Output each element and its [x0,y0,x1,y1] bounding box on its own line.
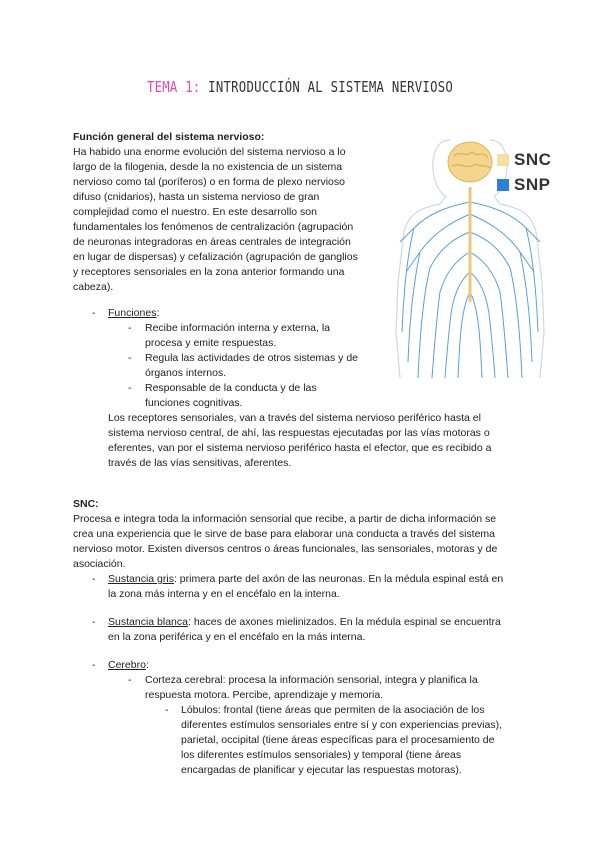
list-item: Corteza cerebral: procesa la información sensorial, integra y planifica la [145,674,478,686]
paragraph-line: en lugar de dispersas) y cefalización (agrupación de ganglios [73,251,358,263]
bullet-dash: - [165,704,169,716]
bullet-dash: - [92,616,96,628]
list-item: órganos internos. [145,367,227,379]
bullet-dash: - [128,382,132,394]
list-item: diferentes estímulos sensoriales entre sí y con experiencias previas), [181,719,502,731]
paragraph-line: Procesa e integra toda la información sensorial que recibe, a partir de dicha información se [73,513,497,525]
paragraph-line: cabeza). [73,281,114,293]
paragraph-line: de neuronas integradoras en áreas centrales de integración [73,236,351,248]
funciones-heading [108,306,159,321]
list-item: funciones cognitivas. [145,397,243,409]
list-item: respuesta motora. Percibe, aprendizaje y memoria. [145,689,384,701]
paragraph-line: eferentes, van por el sistema nervioso periférico hasta el efector, que es recibido a [108,442,492,454]
sustancia-gris-text: : primera parte del axón de las neuronas. En la médula espinal está en [173,573,504,585]
paragraph-line: sistema nervioso central, de ahí, las respuestas ejecutadas por las vías motoras o [108,427,490,439]
paragraph-line: fundamentales los fenómenos de centralización (agrupación [73,221,354,233]
bullet-dash: - [128,674,132,686]
nervous-system-figure [390,132,550,380]
paragraph-line: Los receptores sensoriales, van a través del sistema nervioso periférico hasta el [108,412,481,424]
legend-snc-label: SNC [514,150,552,169]
sustancia-gris-item [108,572,503,587]
legend-snp-swatch [497,179,509,191]
bullet-dash: - [92,573,96,585]
list-item: Lóbulos: frontal (tiene áreas que permiten de la asociación de los [181,704,485,716]
funciones-label: Funciones [108,307,157,319]
bullet-dash: - [128,322,132,334]
legend-snc-swatch [497,154,509,166]
paragraph-line: en la zona periférica y en el encéfalo en la más interna. [108,631,366,643]
list-item: encargadas de planificar y ejecutar las respuestas motoras). [181,764,462,776]
list-item: Regula las actividades de otros sistemas y de [145,352,359,364]
paragraph-line: nervioso motor. Existen diversos centros o áreas funcionales, las sensoriales, motoras y de [73,543,498,555]
list-item: los diferentes estímulos sensoriales) y temporal (tiene áreas [181,749,462,761]
bullet-dash: - [128,352,132,364]
paragraph-line: complejidad como el nuestro. En este desarrollo son [73,206,317,218]
section-heading-funcion: Función general del sistema nervioso: [73,131,265,143]
cerebro-heading [108,658,149,673]
page-title [54,78,546,96]
sustancia-gris-label: Sustancia gris [108,573,174,585]
title-label: TEMA 1: [146,78,201,96]
list-item: Recibe información interna y externa, la [145,322,331,334]
title-main: INTRODUCCIÓN AL SISTEMA NERVIOSO [208,78,454,96]
list-item: procesa y emite respuestas. [145,337,277,349]
paragraph-line: largo de la filogenia, desde la no existencia de un sistema [73,161,343,173]
sustancia-blanca-label: Sustancia blanca [108,616,188,628]
legend-snp-label: SNP [514,175,551,194]
bullet-dash: - [92,659,96,671]
funciones-colon: : [156,307,160,319]
paragraph-line: nervioso como tal (poríferos) o en forma de plexo nervioso [73,176,345,188]
paragraph-line: través de las vías sensitivas, aferentes. [108,457,292,469]
sustancia-blanca-text: : haces de axones mielinizados. En la médula espinal se encuentra [187,616,501,628]
list-item: parietal, occipital (tiene áreas específicas para el procesamiento de [181,734,495,746]
paragraph-line: asociación. [73,558,126,570]
paragraph-line: difuso (cnidarios), hasta un sistema nervioso de gran [73,191,320,203]
cerebro-colon: : [145,659,149,671]
paragraph-line: Ha habido una enorme evolución del sistema nervioso a lo [73,146,346,158]
cerebro-label: Cerebro [108,659,146,671]
sustancia-blanca-item [108,615,501,630]
paragraph-line: y receptores sensoriales en la zona anterior formando una [73,266,345,278]
section-heading-snc: SNC: [73,498,99,510]
list-item: Responsable de la conducta y de las [145,382,317,394]
paragraph-line: crea una experiencia que le sirve de base para elaborar una conducta a través del sistema [73,528,496,540]
paragraph-line: la zona más interna y en el encéfalo en la interna. [108,588,340,600]
bullet-dash: - [92,307,96,319]
